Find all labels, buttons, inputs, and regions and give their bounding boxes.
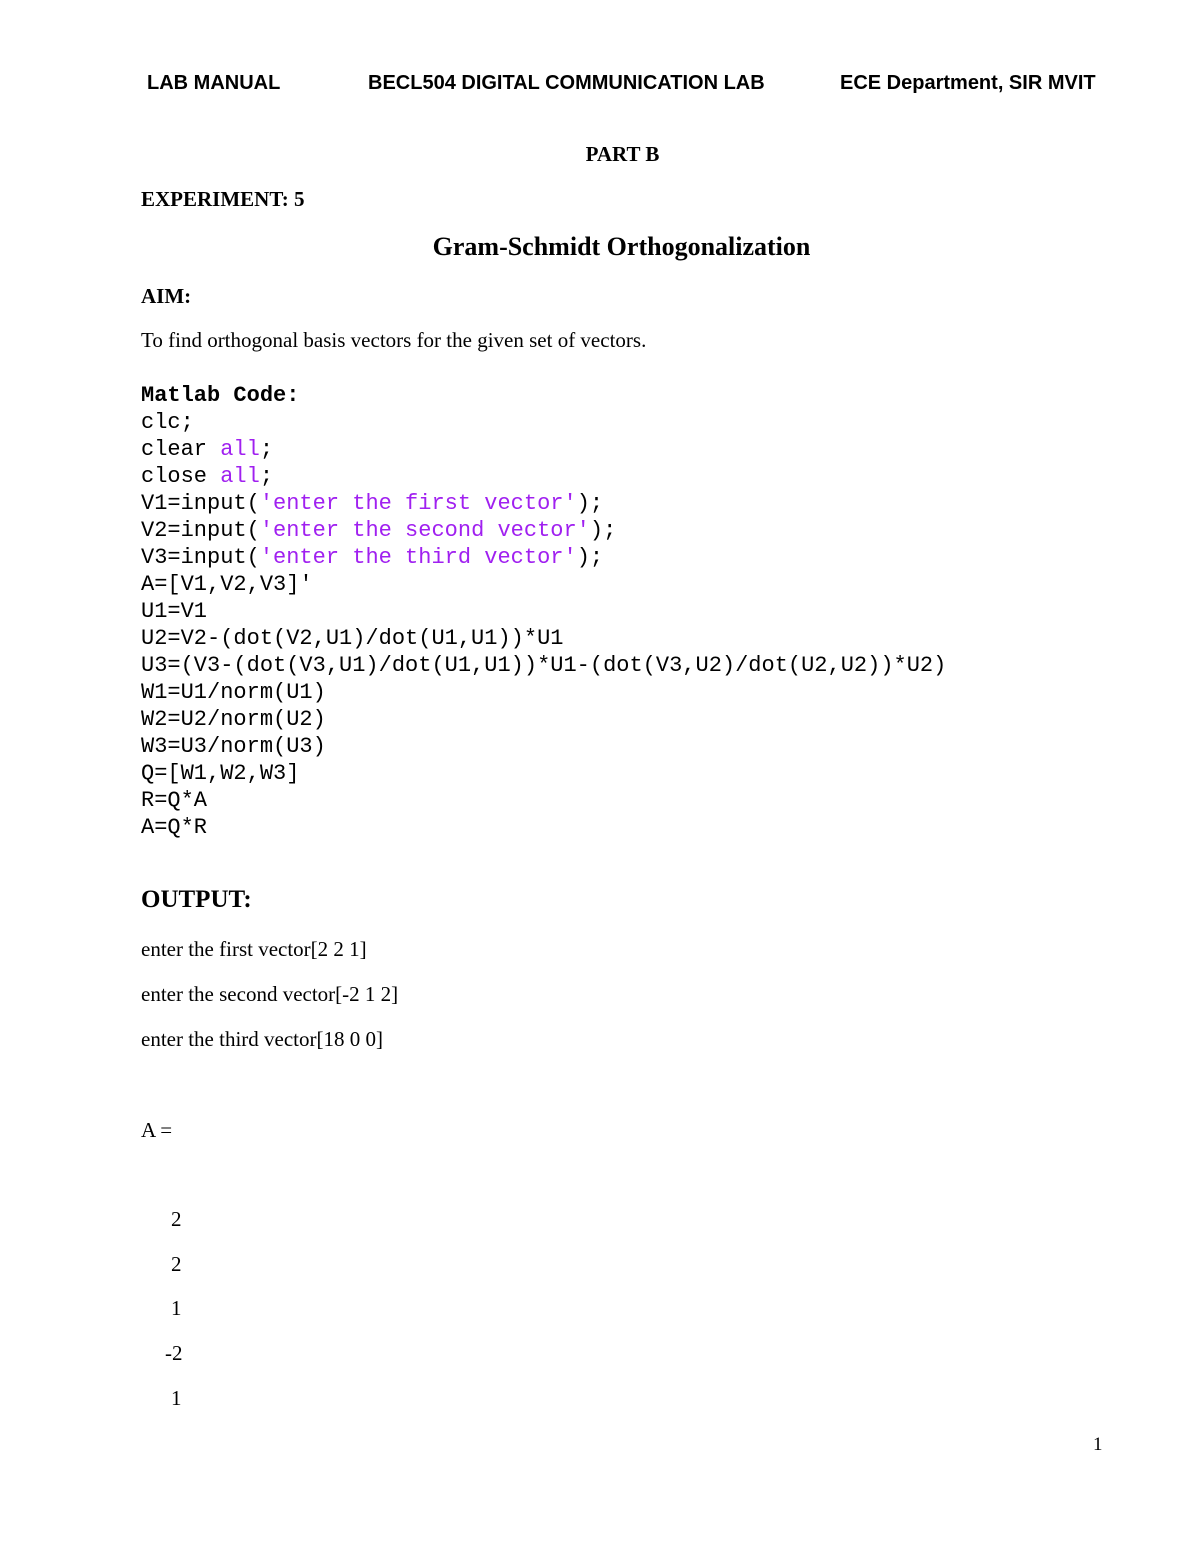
code-line	[141, 733, 946, 760]
code-token: clear	[141, 437, 221, 462]
code-line	[141, 787, 946, 814]
header-left: LAB MANUAL	[147, 72, 281, 94]
code-line	[141, 409, 946, 436]
code-keyword-token: 'enter the first vector'	[259, 491, 577, 516]
matrix-value: 2	[171, 1252, 182, 1276]
code-keyword-token: 'enter the second vector'	[259, 518, 590, 543]
code-line	[141, 625, 946, 652]
page-number: 1	[1093, 1434, 1103, 1455]
experiment-heading: EXPERIMENT: 5	[141, 187, 305, 211]
code-line	[141, 760, 946, 787]
code-token: ;	[259, 464, 274, 489]
code-token: U1=V1	[141, 599, 208, 624]
code-line	[141, 517, 946, 544]
code-token: V3=input(	[141, 545, 260, 570]
code-token: );	[576, 545, 604, 570]
code-line	[141, 544, 946, 571]
code-keyword-token: all	[220, 437, 260, 462]
code-token: U2=V2-(dot(V2,U1)/dot(U1,U1))*U1	[141, 626, 564, 651]
code-token: );	[576, 491, 604, 516]
code-token: W2=U2/norm(U2)	[141, 707, 326, 732]
code-token: R=Q*A	[141, 788, 208, 813]
code-line	[141, 706, 946, 733]
code-heading: Matlab Code:	[141, 383, 300, 408]
code-token: V2=input(	[141, 518, 260, 543]
output-heading: OUTPUT:	[141, 886, 252, 913]
code-line	[141, 652, 946, 679]
code-token: U3=(V3-(dot(V3,U1)/dot(U1,U1))*U1-(dot(V3,U2)/dot(U2,U2))*U2)	[141, 653, 947, 678]
matrix-value: 1	[171, 1386, 182, 1410]
code-token: W3=U3/norm(U3)	[141, 734, 326, 759]
code-keyword-token: 'enter the third vector'	[259, 545, 577, 570]
code-token: W1=U1/norm(U1)	[141, 680, 326, 705]
code-token: V1=input(	[141, 491, 260, 516]
part-heading: PART B	[585, 142, 660, 166]
code-token: );	[589, 518, 617, 543]
output-input-1: enter the first vector[2 2 1]	[141, 937, 367, 961]
matrix-value: 1	[171, 1296, 182, 1320]
aim-label: AIM:	[141, 284, 192, 308]
code-token: clc;	[141, 410, 194, 435]
output-input-3: enter the third vector[18 0 0]	[141, 1027, 383, 1051]
output-input-2: enter the second vector[-2 1 2]	[141, 982, 399, 1006]
matrix-value: 2	[171, 1207, 182, 1231]
code-line	[141, 490, 946, 517]
header-right: ECE Department, SIR MVIT	[840, 72, 1096, 94]
header-center: BECL504 DIGITAL COMMUNICATION LAB	[368, 72, 765, 94]
code-line	[141, 436, 946, 463]
code-token: A=Q*R	[141, 815, 208, 840]
code-line	[141, 571, 946, 598]
matrix-label: A =	[141, 1118, 173, 1142]
code-line	[141, 814, 946, 841]
code-line	[141, 598, 946, 625]
matrix-value: -2	[165, 1341, 183, 1365]
code-token: ;	[259, 437, 274, 462]
page-title: Gram-Schmidt Orthogonalization	[432, 232, 811, 261]
code-token: close	[141, 464, 221, 489]
matlab-code-block	[141, 409, 946, 841]
aim-text: To find orthogonal basis vectors for the given set of vectors.	[141, 328, 647, 352]
code-keyword-token: all	[220, 464, 260, 489]
code-line	[141, 463, 946, 490]
code-line	[141, 679, 946, 706]
code-token: Q=[W1,W2,W3]	[141, 761, 300, 786]
code-token: A=[V1,V2,V3]'	[141, 572, 313, 597]
